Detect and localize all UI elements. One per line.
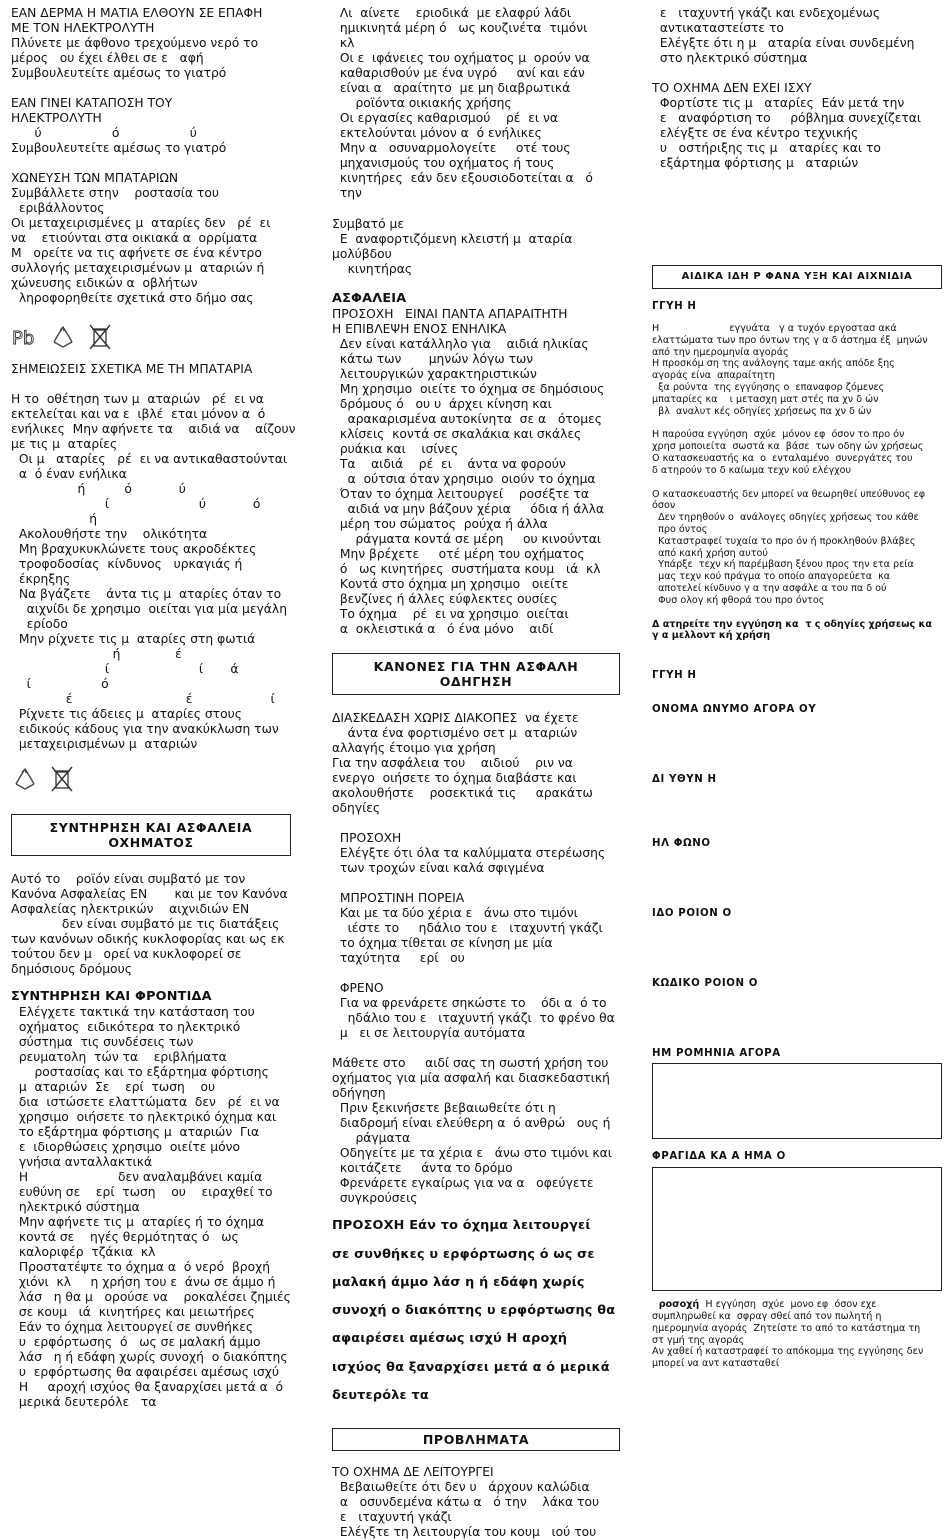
text-line: γνήσια ανταλλακτικά bbox=[11, 1154, 153, 1169]
text-line: μερικά δευτερόλε τα bbox=[11, 1394, 157, 1409]
text-line: Φρενάρετε εγκαίρως για να α οφεύγετε bbox=[332, 1175, 594, 1190]
text-line: συγκρούσεις bbox=[332, 1190, 418, 1205]
text-line: ε ιταχυντή γκάζι bbox=[332, 1510, 452, 1525]
text-line: ΠΡΟΣΟΧΗ ΕΙΝΑΙ ΠΑΝΤΑ ΑΠΑΡΑΙΤΗΤΗ bbox=[332, 306, 568, 321]
section-standard-compliance bbox=[11, 872, 311, 977]
text-line: ή bbox=[11, 512, 97, 526]
text-line: Η αροχή ισχύος θα ξαναρχίσει μετά α ό bbox=[11, 1379, 284, 1394]
text-line: μολύβδου bbox=[332, 247, 392, 261]
text-line: υ ερφόρτωσης θα αφαιρέσει αμέσως ισχύ bbox=[11, 1364, 280, 1379]
attention-line: στ γμή της αγοράς bbox=[652, 1334, 745, 1346]
text-line: μέρος ου έχει έλθει σε ε αφή bbox=[11, 51, 204, 65]
text-line: χρησιμο οιήσετε το ηλεκτρικό όχημα και bbox=[11, 1109, 277, 1124]
text-line: αρακαρισμένα αυτοκίνητα σε α ότομες bbox=[332, 411, 602, 426]
special-toys-heading: ΑΙΔΙΚΑ ΙΔΗ Ρ ΦΑΝΑ ΥΞΗ ΚΑΙ ΑΙΧΝΙΔΙΑ bbox=[652, 265, 942, 289]
text-line: προ όντος bbox=[652, 523, 708, 535]
text-line: Οδηγείτε με τα χέρια ε άνω στο τιμόνι και bbox=[332, 1145, 612, 1160]
text-line: αιχνίδι δε χρησιμο οιείται για μία μεγάλη bbox=[11, 602, 287, 616]
text-line: κλ bbox=[332, 36, 355, 50]
text-line: εκτελείται και να ε ιβλέ εται μόνον α ό bbox=[11, 407, 266, 421]
text-line: Εάν το όχημα λειτουργεί σε συνθήκες bbox=[11, 1319, 254, 1334]
attention-line: ημερομηνία αγοράς Ζητείστε το από το κατάστημα τη bbox=[652, 1322, 921, 1334]
text-line: ΜΠΡΟΣΤΙΝΗ ΠΟΡΕΙΑ bbox=[332, 890, 465, 905]
section-fun-nonstop bbox=[332, 711, 627, 816]
disposal-icons-row bbox=[11, 322, 311, 352]
text-line: Ο κατασκευαστής δεν μπορεί να θεωρηθεί υπεύθυνος εφ bbox=[652, 488, 926, 500]
text-line: έ έ ί bbox=[11, 692, 275, 706]
text-line: ή έ bbox=[11, 647, 182, 661]
text-line: είναι α αραίτητο με μη διαβρωτικά bbox=[332, 81, 571, 95]
text-line: κοντά σε ηγές θερμότητας ό ως bbox=[11, 1229, 239, 1244]
text-line: ε αναφόρτιση το ρόβλημα συνεχίζεται bbox=[652, 111, 922, 125]
text-line: Δεν τηρηθούν ο ανάλογες οδηγίες χρήσεως του κάθε bbox=[652, 512, 919, 524]
recycle-icon bbox=[49, 324, 77, 350]
text-line: Μην βρέχετε οτέ μέρη του οχήματος bbox=[332, 546, 585, 561]
text-line: αλλαγής έτοιμο για χρήση bbox=[332, 740, 496, 755]
warranty-attention-note bbox=[652, 1299, 944, 1370]
text-line: οχήματος ειδικότερα το ηλεκτρικό bbox=[11, 1019, 241, 1034]
crossed-bin-icon bbox=[49, 765, 75, 793]
care-heading: ΣΥΝΤΗΡΗΣΗ ΚΑΙ ΦΡΟΝΤΙΔΑ bbox=[11, 989, 212, 1004]
text-line: Συμβουλευτείτε αμέσως το γιατρό bbox=[11, 66, 227, 80]
text-line: ληροφορηθείτε σχετικά στο δήμο σας bbox=[11, 291, 254, 305]
text-line: το εξάρτημα φόρτισης μ αταριών Για bbox=[11, 1124, 260, 1139]
text-line: τροφοδοσίας κίνδυνος υρκαγιάς ή bbox=[11, 557, 243, 571]
text-line: Δ ατηρείτε την εγγύηση κα τ ς οδηγίες χρήσεως κα bbox=[652, 618, 932, 630]
text-line: μαλακή άμμο λάσ η ή εδάφη χωρίς bbox=[332, 1274, 585, 1290]
maintenance-safety-heading: ΣΥΝΤΗΡΗΣΗ ΚΑΙ ΑΣΦΑΛΕΙΑ ΟΧΗΜΑΤΟΣ bbox=[11, 814, 291, 856]
text-line: αιδιά να μην βάζουν χέρια όδια ή άλλα bbox=[332, 501, 605, 516]
text-line: Η δεν αναλαμβάνει καμία bbox=[11, 1169, 263, 1184]
text-line: Κοντά στο όχημα μη χρησιμο οιείτε bbox=[332, 576, 569, 591]
text-line: ξα ρούντα της εγγύησης ο επαναφορ ζόμενες bbox=[652, 381, 885, 393]
text-line: δευτερόλε τα bbox=[332, 1388, 429, 1404]
text-line: μπαταρίες κα ι μετασχη ματ στές πα χν δ ών bbox=[652, 393, 879, 405]
text-line: λειτουργικών χαρακτηριστικών bbox=[332, 366, 537, 381]
column-left bbox=[11, 6, 311, 1410]
text-line: από την ημερομηνία αγοράς bbox=[652, 346, 789, 358]
section-skin-contact bbox=[11, 6, 311, 81]
text-line: εκτελούνται μόνον α ό ενήλικες bbox=[332, 126, 542, 140]
attention-lead: ροσοχή bbox=[652, 1299, 700, 1311]
text-line: δεν είναι συμβατό με τις διατάξεις bbox=[11, 917, 280, 931]
text-line bbox=[11, 377, 311, 392]
section-forward bbox=[332, 891, 627, 966]
text-line: εριβάλλοντος bbox=[11, 201, 105, 215]
column-middle bbox=[332, 6, 627, 1540]
text-line: Για να φρενάρετε σηκώστε το όδι α ό το bbox=[332, 995, 607, 1010]
product-type-label: ΙΔΟ ΡΟΙΟΝ Ο bbox=[652, 908, 732, 920]
text-line: γ α μελλοντ κή χρήση bbox=[652, 630, 771, 642]
section-care bbox=[11, 1005, 311, 1410]
text-line: λάσ η ή εδάφη χωρίς συνοχή ο διακόπτης bbox=[11, 1349, 288, 1364]
text-line: το όχημα τίθεται σε κίνηση με μία bbox=[332, 935, 553, 950]
text-line: αποτελεί κίνδυνο γ α την ασφάλε α του πα δ ού bbox=[652, 582, 887, 594]
address-label: ΔΙ ΥΘΥΝ Η bbox=[652, 774, 717, 786]
text-line: Οι μεταχειρισμένες μ αταρίες δεν ρέ ει bbox=[11, 216, 271, 230]
text-line: ΣΗΜΕΙΩΣΕΙΣ ΣΧΕΤΙΚΑ ΜΕ ΤΗ ΜΠΑΤΑΡΙΑ bbox=[11, 362, 253, 376]
text-line: Υπάρξε τεχν κή παρέμβαση ξένου προς την ετα ρεία bbox=[652, 559, 914, 571]
text-line: ημικινητά μέρη ό ως κουζινέτα τιμόνι bbox=[332, 21, 588, 35]
stamp-box[interactable] bbox=[652, 1167, 942, 1291]
text-line: Οι ε ιφάνειες του οχήματος μ ορούν να bbox=[332, 51, 590, 65]
text-line: μηχανισμούς του οχήματος ή τους bbox=[332, 156, 555, 170]
text-line: καλοριφέρ τζάκια κλ bbox=[11, 1244, 156, 1259]
text-line: Συμβουλευτείτε αμέσως το γιατρό bbox=[11, 141, 227, 155]
text-line: μεταχειρισμένων μ αταριών bbox=[11, 737, 198, 751]
text-line: ε ιδιορθώσεις χρησιμο οιείτε μόνο bbox=[11, 1139, 241, 1154]
text-line: Ελέγξτε ότι η μ αταρία είναι συνδεμένη bbox=[652, 36, 915, 50]
text-line: Αυτό το ροϊόν είναι συμβατό με τον bbox=[11, 872, 246, 886]
text-line: Μη βραχυκυκλώνετε τους ακροδέκτες bbox=[11, 542, 257, 556]
text-line: Το όχημα ρέ ει να χρησιμο οιείται bbox=[332, 606, 569, 621]
text-line: Ελέγχετε τακτικά την κατάσταση του bbox=[11, 1004, 255, 1019]
text-line: βενζίνες ή άλλες εύφλεκτες ουσίες bbox=[332, 591, 558, 606]
text-line: Δεν είναι κατάλληλο για αιδιά ηλικίας bbox=[332, 336, 589, 351]
text-line: μ αταριών Σε ερί τωση ου bbox=[11, 1079, 216, 1094]
text-line: Συμβάλλετε στην ροστασία του bbox=[11, 186, 219, 200]
text-line: μας τεχν κού πράγμα το οποίο απαγορεύετα κα bbox=[652, 571, 891, 583]
text-line: Η προσκόμ ση της ανάλογης ταμε ακής απόδε ξης bbox=[652, 358, 895, 370]
text-line: Προστατέψτε το όχημα α ό νερό βροχή bbox=[11, 1259, 271, 1274]
text-line: ελαττώματα των προ όντων της γ α δ άστημα έξ μηνών bbox=[652, 334, 928, 346]
text-line: τούτου δεν μ ορεί να κυκλοφορεί σε bbox=[11, 947, 242, 961]
text-line: ε ιταχυντή γκάζι και ενδεχομένως bbox=[652, 6, 881, 20]
text-line: Η παρούσα εγγύηση σχύε μόνον εφ όσον το προ όν bbox=[652, 429, 905, 441]
text-line: έκρηξης bbox=[11, 572, 71, 586]
text-line: Καταστραφεί τυχαία το προ όν ή προκληθούν βλάβες bbox=[652, 535, 916, 547]
text-line: ΜΕ ΤΟΝ ΗΛΕΚΤΡΟΛΥΤΗ bbox=[11, 21, 155, 35]
text-line: Μην αφήνετε τις μ αταρίες ή το όχημα bbox=[11, 1214, 265, 1229]
text-line: σύστημα τις συνδέσεις των bbox=[11, 1034, 194, 1049]
text-line: Ε αναφορτιζόμενη κλειστή μ αταρία bbox=[332, 232, 573, 246]
text-line: οδήγηση bbox=[332, 1085, 386, 1100]
text-line: κινητήρες εάν δεν εξουσιοδοτείται α ό bbox=[332, 171, 593, 185]
section-battery-disposal bbox=[11, 171, 311, 306]
text-line: μέρη του σώματος ρούχα ή άλλα bbox=[332, 516, 548, 531]
text-line: κινητήρας bbox=[332, 262, 413, 276]
text-line: ί ό bbox=[11, 677, 109, 691]
text-line: δια ιστώσετε ελαττώματα δεν ρέ ει να bbox=[11, 1094, 280, 1109]
text-line: ενεργο οιήσετε το όχημα διαβάστε και bbox=[332, 770, 577, 785]
section-teach-child bbox=[332, 1056, 627, 1206]
attention-line-0: Η εγγύηση σχύε μονο εφ όσον εχε bbox=[699, 1299, 877, 1311]
section-brake bbox=[332, 981, 627, 1041]
text-line: χιόνι κλ η χρήση του ε άνω σε άμμο ή bbox=[11, 1274, 276, 1289]
text-line: ηδάλιο του ε ιταχυντή γκάζι το φρένο θα bbox=[332, 1010, 615, 1025]
text-line: Τα αιδιά ρέ ει άντα να φορούν bbox=[332, 456, 566, 471]
text-line: μ ει σε λειτουργία αυτόματα bbox=[332, 1025, 526, 1040]
text-line: ιέστε το ηδάλιο του ε ιταχυντή γκάζι bbox=[332, 920, 603, 935]
pb-icon bbox=[11, 324, 39, 350]
recycling-icons-row bbox=[11, 764, 311, 794]
text-line: α ούτσια όταν χρησιμο οιούν το όχημα bbox=[332, 471, 596, 486]
text-line: την bbox=[332, 186, 362, 200]
svg-text:Pb: Pb bbox=[12, 328, 35, 349]
text-line: χρησ μοποιείτα σωστά κα βάσε των οδηγ ών χρήσεως bbox=[652, 441, 924, 453]
text-line: ρυάκια και ισίνες bbox=[332, 441, 459, 456]
text-line: υ οστήριξης τις μ αταρίες και το bbox=[652, 141, 881, 155]
recycle-icon bbox=[11, 766, 39, 792]
text-line: Οι μ αταρίες ρέ ει να αντικαθαστούνται bbox=[11, 452, 288, 466]
text-line: καθαρισθούν με ένα υγρό ανί και εάν bbox=[332, 66, 585, 80]
text-line: ΠΡΟΣΟΧΗ bbox=[332, 830, 402, 845]
section-not-working bbox=[332, 1465, 627, 1540]
column-right bbox=[652, 6, 944, 1370]
text-line: κοιτάζετε άντα το δρόμο bbox=[332, 1160, 513, 1175]
attention-line: συμπληρωθεί κα σφραγ σθεί από τον πωλητή η bbox=[652, 1310, 882, 1322]
section-problems-continued bbox=[652, 6, 944, 66]
text-line: Και με τα δύο χέρια ε άνω στο τιμόνι bbox=[332, 905, 578, 920]
text-line: ταχύτητα ερί ου bbox=[332, 950, 465, 965]
text-line: ελέγξτε σε ένα κέντρο τεχνικής bbox=[652, 126, 859, 140]
text-line: αντικαταστείστε το bbox=[652, 21, 784, 35]
text-line: Ελέγξτε τη λειτουργία του κουμ ιού του bbox=[332, 1525, 597, 1540]
text-line: Συμβατό με bbox=[332, 217, 404, 231]
text-line: ί ί ά bbox=[11, 662, 239, 676]
purchase-date-box[interactable] bbox=[652, 1063, 942, 1139]
text-line: ό ως κινητήρες συστήματα κουμ ιά κλ bbox=[332, 561, 601, 576]
warranty-card-heading: ΓΓΥΗ Η bbox=[652, 670, 697, 682]
text-line: ράγματα bbox=[332, 1130, 411, 1145]
text-line: Μάθετε στο αιδί σας τη σωστή χρήση του bbox=[332, 1055, 609, 1070]
text-line: των κανόνων οδικής κυκλοφορίας και ως εκ bbox=[11, 932, 285, 946]
text-line: Οι εργασίες καθαρισμού ρέ ει να bbox=[332, 111, 558, 125]
text-line: ρευματολη τών τα εριβλήματα bbox=[11, 1049, 227, 1064]
text-line: ί ύ ό bbox=[11, 497, 261, 511]
text-line: Μη χρησιμο οιείτε το όχημα σε δημόσιους bbox=[332, 381, 605, 396]
text-line: ΗΛΕΚΤΡΟΛΥΤΗ bbox=[11, 111, 102, 125]
text-line: Βεβαιωθείτε ότι δεν υ άρχουν καλώδια bbox=[332, 1480, 590, 1495]
text-line: ισχύος θα ξαναρχίσει μετά α ό μερικά bbox=[332, 1359, 610, 1375]
text-line: οχήματος για μία ασφαλή και διασκεδαστική bbox=[332, 1070, 610, 1085]
text-line: α οκλειστικά α ό ένα μόνο αιδί bbox=[332, 621, 554, 636]
text-line: κλίσεις κοντά σε σκαλάκια και σκάλες bbox=[332, 426, 582, 441]
text-line: κάτω των μηνών λόγω των bbox=[332, 351, 534, 366]
attention-line: μπορεί να αντ κατασταθεί bbox=[652, 1358, 780, 1370]
text-line: σε συνθήκες υ ερφόρτωσης ό ως σε bbox=[332, 1246, 595, 1262]
text-line: όσον bbox=[652, 500, 676, 512]
problems-heading: ΠΡΟΒΛΗΜΑΤΑ bbox=[332, 1428, 620, 1451]
section-compatible-with bbox=[332, 217, 627, 277]
product-code-label: ΚΩΔΙΚΟ ΡΟΙΟΝ Ο bbox=[652, 978, 759, 990]
text-line: δρόμους ό ου υ άρχει κίνηση και bbox=[332, 396, 552, 411]
section-overload-warning bbox=[332, 1218, 627, 1403]
text-line: υ ερφόρτωσης ό ως σε μαλακή άμμο bbox=[11, 1334, 261, 1349]
text-line: με τις μ αταρίες bbox=[11, 437, 118, 451]
text-line: ράγματα κοντά σε μέρη ου κινούνται bbox=[332, 531, 602, 546]
text-line: Πλύνετε με άφθονο τρεχούμενο νερό το bbox=[11, 36, 259, 50]
text-line: από κακή χρήση αυτού bbox=[652, 547, 768, 559]
text-line: ροϊόντα οικιακής χρήσης bbox=[332, 96, 512, 110]
purchase-date-label: ΗΜ ΡΟΜΗΝΙΑ ΑΓΟΡΑ bbox=[652, 1048, 781, 1060]
safe-driving-rules-heading: ΚΑΝΟΝΕΣ ΓΙΑ ΤΗΝ ΑΣΦΑΛΗ ΟΔΗΓΗΣΗ bbox=[332, 653, 620, 695]
text-line: ΕΑΝ ΓΙΝΕΙ ΚΑΤΑΠΟΣΗ ΤΟΥ bbox=[11, 96, 173, 110]
warranty-exclusions bbox=[652, 489, 944, 607]
section-no-power bbox=[652, 81, 944, 171]
warranty-validity bbox=[652, 429, 944, 476]
text-line: χώνευσης ειδικών α οβλήτων bbox=[11, 276, 198, 290]
section-safety bbox=[332, 307, 627, 637]
text-line: ΠΡΟΣΟΧΗ Εάν το όχημα λειτουργεί bbox=[332, 1218, 591, 1234]
text-line: Ρίχνετε τις άδειες μ αταρίες στους bbox=[11, 707, 242, 721]
text-line: ΤΟ ΟΧΗΜΑ ΔΕΝ ΕΧΕΙ ΙΣΧΥ bbox=[652, 81, 812, 95]
text-line: να ετιούνται στα οικιακά α ορρίματα bbox=[11, 231, 258, 245]
text-line: διαδρομή είναι ελεύθερη α ό ανθρώ ους ή bbox=[332, 1115, 611, 1130]
text-line: Ελέγξτε ότι όλα τα καλύμματα στερέωσης bbox=[332, 845, 606, 860]
warranty-keep-note bbox=[652, 619, 944, 643]
text-line: ΤΟ ΟΧΗΜΑ ΔΕ ΛΕΙΤΟΥΡΓΕΙ bbox=[332, 1465, 494, 1480]
stamp-label: ΦΡΑΓΙΔΑ ΚΑ Α ΗΜΑ Ο bbox=[652, 1151, 786, 1163]
text-line: συνοχή ο διακόπτης υ ερφόρτωσης θα bbox=[332, 1303, 616, 1319]
text-line: ηλεκτρικό σύστημα bbox=[11, 1199, 140, 1214]
safety-heading: ΑΣΦΑΛΕΙΑ bbox=[332, 291, 407, 306]
text-line: α ό έναν ενήλικα bbox=[11, 467, 127, 481]
text-line: σε κουμ ιά κινητήρες και μειωτήρες bbox=[11, 1304, 255, 1319]
text-line: βλ αναλυτ κές οδηγίες χρήσεως πα χν δ ών bbox=[652, 405, 872, 417]
text-line: ΔΙΑΣΚΕΔΑΣΗ ΧΩΡΙΣ ΔΙΑΚΟΠΕΣ να έχετε bbox=[332, 710, 579, 725]
text-line: οδηγίες bbox=[332, 800, 381, 815]
text-line: Η ΕΠΙΒΛΕΨΗ ΕΝΟΣ ΕΝΗΛΙΚΑ bbox=[332, 321, 507, 336]
text-line: Να βγάζετε άντα τις μ αταρίες όταν το bbox=[11, 587, 282, 601]
text-line: δ ατηρούν το δ καίωμα τεχν κού ελέγχου bbox=[652, 464, 852, 476]
warranty-heading: ΓΓΥΗ Η bbox=[652, 301, 697, 312]
section-lubrication bbox=[332, 6, 627, 201]
section-attention bbox=[332, 831, 627, 876]
text-line: ακολουθήστε ροσεκτικά τις αρακάτω bbox=[332, 785, 593, 800]
text-line: ευθύνη σε ερί τωση ου ειραχθεί το bbox=[11, 1184, 273, 1199]
text-line: αγοράς είνα απαραίτητη bbox=[652, 370, 775, 382]
text-line: Μην ρίχνετε τις μ αταρίες στη φωτιά bbox=[11, 632, 256, 646]
text-line: Ο κατασκευαστής κα ο ενταλαμένο συνεργάτες του bbox=[652, 452, 913, 464]
text-line: ΕΑΝ ΔΕΡΜΑ Η ΜΑΤΙΑ ΕΛΘΟΥΝ ΣΕ ΕΠΑΦΗ bbox=[11, 6, 263, 20]
text-line: ερίοδο bbox=[11, 617, 68, 631]
text-line: Κανόνα Ασφαλείας ΕΝ και με τον Κανόνα bbox=[11, 887, 288, 901]
text-line: Μ ορείτε να τις αφήνετε σε ένα κέντρο bbox=[11, 246, 262, 260]
text-line: Φορτίστε τις μ αταρίες Εάν μετά την bbox=[652, 96, 905, 110]
text-line: Λι αίνετε εριοδικά με ελαφρύ λάδι bbox=[332, 6, 572, 20]
crossed-bin-icon bbox=[87, 323, 113, 351]
text-line: συλλογής μεταχειρισμένων μ αταριών ή bbox=[11, 261, 265, 275]
buyer-name-label: ΟΝΟΜΑ ΩΝΥΜΟ ΑΓΟΡΑ ΟΥ bbox=[652, 704, 817, 716]
text-line: εξάρτημα φόρτισης μ αταριών bbox=[652, 156, 859, 170]
text-line: ή ό ύ bbox=[11, 482, 186, 496]
text-line: των τροχών είναι καλά σφιγμένα bbox=[332, 860, 545, 875]
text-line: ενήλικες Μην αφήνετε τα αιδιά να αίζουν bbox=[11, 422, 296, 436]
text-line: άντα ένα φορτισμένο σετ μ αταριών bbox=[332, 725, 578, 740]
text-line: ΧΩΝΕΥΣΗ ΤΩΝ ΜΠΑΤΑΡΙΩΝ bbox=[11, 171, 179, 185]
text-line: Η το οθέτηση των μ αταριών ρέ ει να bbox=[11, 392, 264, 406]
text-line: ύ ό ύ bbox=[11, 126, 197, 140]
text-line: δημόσιους δρόμους bbox=[11, 962, 132, 976]
text-line: Μην α οσυναρμολογείτε οτέ τους bbox=[332, 141, 571, 155]
warranty-terms bbox=[652, 323, 944, 417]
text-line: Πριν ξεκινήσετε βεβαιωθείτε ότι η bbox=[332, 1100, 556, 1115]
section-swallowing bbox=[11, 96, 311, 156]
text-line: αφαιρέσει αμέσως ισχύ Η αροχή bbox=[332, 1331, 568, 1347]
text-line: Η εγγυάτα γ α τυχόν εργοστασ ακά bbox=[652, 323, 897, 334]
text-line: Για την ασφάλεια του αιδιού ριν να bbox=[332, 755, 573, 770]
text-line: λάσ η θα μ ορούσε να ροκαλέσει ζημιές bbox=[11, 1289, 291, 1304]
section-battery-notes bbox=[11, 362, 311, 752]
text-line: ειδικούς κάδους για την ανακύκλωση των bbox=[11, 722, 279, 736]
text-line: ΦΡΕΝΟ bbox=[332, 980, 384, 995]
text-line: Όταν το όχημα λειτουργεί ροσέξτε τα bbox=[332, 486, 589, 501]
text-line: Φυσ ολογ κή φθορά του προ όντος bbox=[652, 594, 825, 606]
text-line: στο ηλεκτρικό σύστημα bbox=[652, 51, 808, 65]
phone-label: ΗΛ ΦΩΝΟ bbox=[652, 838, 711, 850]
attention-line: Αν χαθεί ή καταστραφεί το απόκομμα της εγγύησης δεν bbox=[652, 1346, 924, 1358]
text-line: Ακολουθήστε την ολικότητα bbox=[11, 527, 208, 541]
text-line: α οσυνδεμένα κάτω α ό την λάκα του bbox=[332, 1495, 600, 1510]
text-line: ροστασίας και το εξάρτημα φόρτισης bbox=[11, 1064, 269, 1079]
text-line: Ασφαλείας ηλεκτρικών αιχνιδιών ΕΝ bbox=[11, 902, 250, 916]
